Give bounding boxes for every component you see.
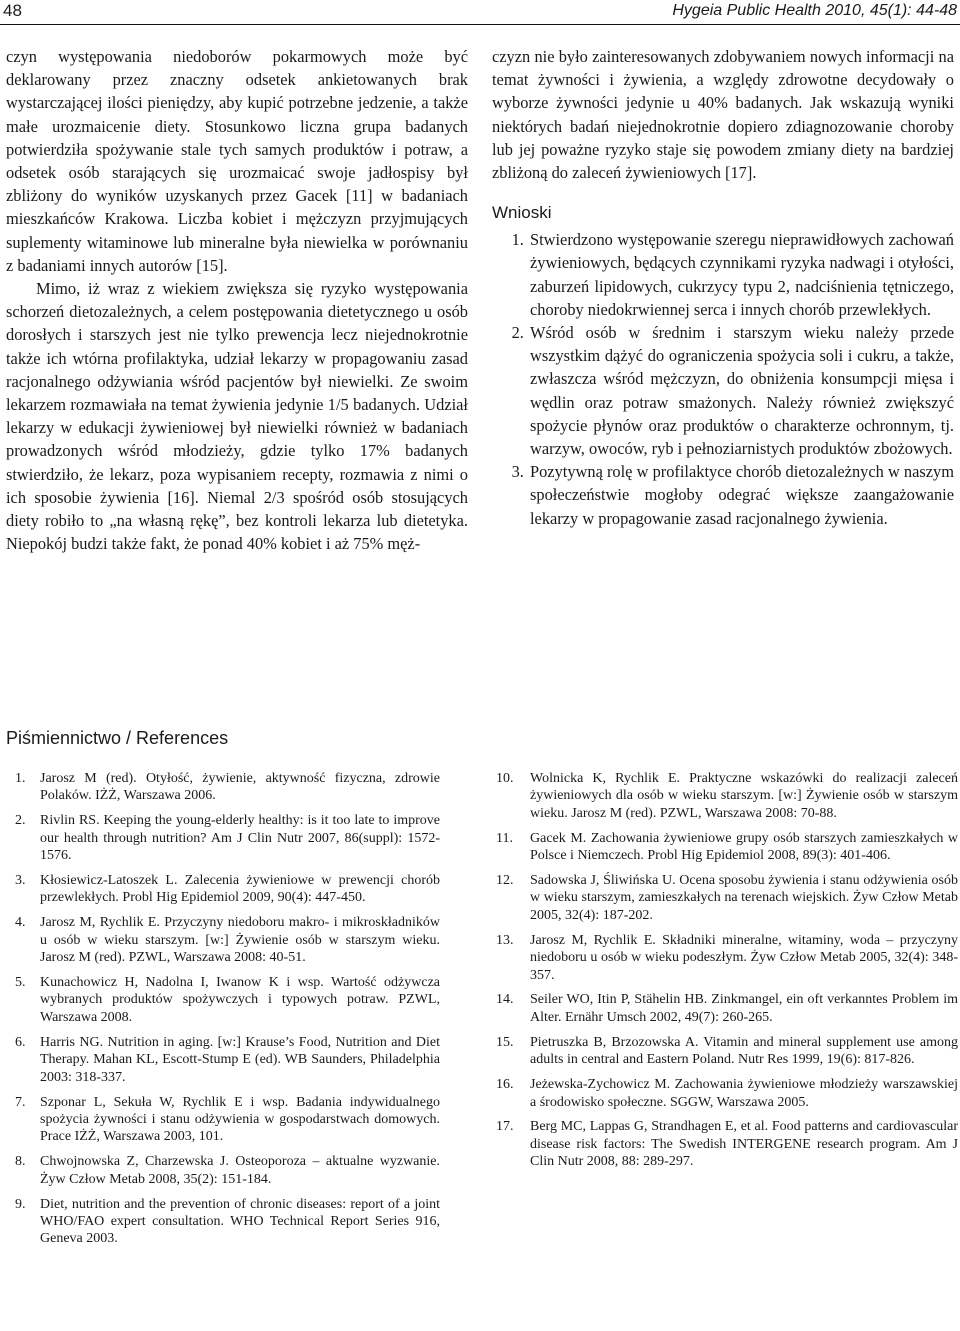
reference-item <box>496 1118 958 1170</box>
body-paragraph: Mimo, iż wraz z wiekiem zwiększa się ryzyko występowania schorzeń dietozależnych, a celem postępowania dietetycznego u osób dorosłych i starszych jest nie tylko prewencja lecz niejednokrotnie także ich wtórna profilaktyka, udział lekarzy w propagowaniu zasad racjonalnego odżywiania wśród pacjentów był niewielki. Ze swoim lekarzem rozmawiała na temat żywienia jedynie 1/5 badanych. Udział lekarzy w edukacji żywieniowej był niewielki również w badaniach prowadzonych wśród młodzieży, gdzie tylko 17% badanych stwierdziło, że lekarz, poza wypisaniem recepty, rozmawia z nimi o ich sposobie żywienia [16]. Niemal 2/3 spośród osób stosujących diety robiło to „na własną rękę”, bez kontroli lekarza lub dietetyka. Niepokój budzi także fakt, że ponad 40% kobiet i aż 75% męż- <box>6 279 468 554</box>
reference-item <box>10 1034 440 1086</box>
body-paragraph: czyn występowania niedoborów pokarmowych może być deklarowany przez znaczny odsetek ankietowanych brak wystarczającej ilości pieniędzy, aby kupić potrzebne jedzenie, a także małe urozmaicenie diety. Stosunkowo liczna grupa badanych potwierdziła spożywanie stale tych samych produktów i potraw, a odsetek osób starających się urozmaicać swoje jadłospisy był zbliżony do wyników uzyskanych przez Gacek [11] w badaniach mieszkańców Krakowa. Liczba kobiet i mężczyzn przyjmujących suplementy witaminowe lub mineralne była niewielka w porównaniu z badaniami innych autorów [15]. <box>6 47 468 275</box>
references-right-column <box>496 770 958 1178</box>
conclusion-item: 2. Wśród osób w średnim i starszym wieku należy przede wszystkim dążyć do ograniczenia spożycia soli i cukru, a także, zwłaszcza wśród mężczyzn, do obniżenia konsumpcji mięsa i wędlin oraz potraw smażonych. Należy również zwiększyć spożycie płynów oraz produktów o charakterze ochronnym, tj. warzyw, owoców, ryb i pełnoziarnistych produktów zbożowych. <box>528 321 954 460</box>
reference-number: 17. <box>496 1119 514 1135</box>
right-column <box>492 45 954 530</box>
reference-text: Rivlin RS. Keeping the young-elderly healthy: is it too late to improve our health through nutrition? Am J Clin Nutr 2007, 86(suppl): 1572-1576. <box>40 813 440 864</box>
reference-text: Wolnicka K, Rychlik E. Praktyczne wskazówki do realizacji zaleceń żywieniowych dla osób w wieku starszym. [w:] Żywienie osób w starszym wieku. Jarosz M (red). PZWL, Warszawa 2008: 70-88. <box>530 771 958 821</box>
reference-item <box>496 932 958 984</box>
reference-text: Jarosz M, Rychlik E. Składniki mineralne, witaminy, woda – przyczyny niedoboru u osób w wieku podeszłym. Żyw Człow Metab 2005, 32(4): 348-357. <box>530 932 958 983</box>
reference-item <box>10 1153 440 1188</box>
reference-item <box>10 872 440 907</box>
reference-text: Gacek M. Zachowania żywieniowe grupy osób starszych zamieszkałych w Polsce i Niemczech. Probl Hig Epidemiol 2008, 89(3): 401-406. <box>530 830 958 864</box>
conclusion-item: 1. Stwierdzono występowanie szeregu nieprawidłowych zachowań żywieniowych, będących czynnikami ryzyka nadwagi i otyłości, zaburzeń lipidowych, cukrzycy typu 2, nadciśnienia tętniczego, choroby niedokrwiennej serca i innych chorób przewlekłych. <box>528 228 954 321</box>
reference-number: 15. <box>496 1034 514 1050</box>
reference-number: 3. <box>15 873 26 889</box>
reference-text: Pietruszka B, Brzozowska A. Vitamin and mineral supplement use among adults in central and Eastern Poland. Nutr Res 1999, 19(6): 817-826. <box>530 1034 958 1068</box>
conclusions-heading: Wnioski <box>492 203 552 223</box>
reference-number: 11. <box>496 830 513 846</box>
reference-number: 6. <box>15 1034 26 1050</box>
reference-number: 16. <box>496 1077 514 1093</box>
references-left-column <box>10 770 440 1255</box>
reference-item <box>496 1034 958 1069</box>
reference-item <box>10 914 440 966</box>
reference-number: 7. <box>15 1094 26 1110</box>
reference-number: 2. <box>15 813 26 829</box>
reference-text: Kunachowicz H, Nadolna I, Iwanow K i wsp. Wartość odżywcza wybranych produktów spożywczych i typowych potraw. PZWL, Warszawa 2008. <box>40 975 440 1025</box>
reference-item <box>496 872 958 924</box>
journal-citation: Hygeia Public Health 2010, 45(1): 44-48 <box>672 2 957 19</box>
reference-item <box>496 770 958 822</box>
reference-item <box>10 770 440 805</box>
reference-text: Diet, nutrition and the prevention of chronic diseases: report of a joint WHO/FAO expert consultation. WHO Technical Report Series 916, Geneva 2003. <box>40 1196 440 1247</box>
reference-text: Jarosz M, Rychlik E. Przyczyny niedoboru makro- i mikroskładników u osób w wieku starszym. [w:] Żywienie osób w starszym wieku. Jarosz M (red). PZWL, Warszawa 2008: 40-51. <box>40 915 440 966</box>
reference-item <box>10 812 440 864</box>
reference-number: 1. <box>15 771 26 786</box>
conclusion-item: 3. Pozytywną rolę w profilaktyce chorób dietozależnych w naszym społeczeństwie mogłoby odegrać większe zaangażowanie lekarzy w propagowanie zasad racjonalnego żywienia. <box>528 460 954 530</box>
reference-text: Chwojnowska Z, Charzewska J. Osteoporoza – aktualne wyzwanie. Żyw Człow Metab 2008, 35(2): 151-184. <box>40 1154 440 1187</box>
reference-text: Jeżewska-Zychowicz M. Zachowania żywieniowe młodzieży warszawskiej a środowisko społeczne. SGGW, Warszawa 2005. <box>530 1077 958 1110</box>
left-column <box>6 45 468 555</box>
body-paragraph: czyzn nie było zainteresowanych zdobywaniem nowych informacji na temat żywności i żywienia, a względy zdrowotne decydowały o wyborze żywności jedynie u 40% badanych. Jak wskazują wyniki niektórych badań niejednokrotnie dopiero zdiagnozowanie choroby lub jej poważne ryzyko staje się powodem zmiany diety na bardziej zbliżoną do zaleceń żywieniowych [17]. <box>492 47 954 183</box>
reference-number: 12. <box>496 873 514 889</box>
reference-item <box>496 991 958 1026</box>
reference-text: Jarosz M (red). Otyłość, żywienie, aktywność fizyczna, zdrowie Polaków. IŻŻ, Warszawa 2006. <box>40 771 440 804</box>
reference-item <box>496 1076 958 1111</box>
reference-text: Szponar L, Sekuła W, Rychlik E i wsp. Badania indywidualnego spożycia żywności i stanu odżywienia w gospodarstwach domowych. Prace IŻŻ, Warszawa 2003, 101. <box>40 1094 440 1145</box>
reference-number: 5. <box>15 975 26 991</box>
conclusions-list <box>492 228 954 530</box>
reference-number: 14. <box>496 992 514 1008</box>
reference-number: 8. <box>15 1154 26 1170</box>
reference-item <box>10 1196 440 1248</box>
reference-text: Seiler WO, Itin P, Stähelin HB. Zinkmangel, ein oft verkanntes Problem im Alter. Ernähr Umsch 2002, 49(7): 260-265. <box>530 992 958 1025</box>
reference-item <box>10 1094 440 1146</box>
reference-number: 13. <box>496 932 514 948</box>
reference-text: Berg MC, Lappas G, Strandhagen E, et al. Food patterns and cardiovascular disease risk factors: The Swedish INTERGENE research program. Am J Clin Nutr 2008, 88: 289-297. <box>530 1119 958 1170</box>
references-heading: Piśmiennictwo / References <box>6 728 229 748</box>
reference-number: 4. <box>15 915 26 931</box>
reference-number: 9. <box>15 1196 26 1212</box>
page-header <box>0 0 960 25</box>
reference-number: 10. <box>496 771 514 786</box>
reference-text: Sadowska J, Śliwińska U. Ocena sposobu żywienia i stanu odżywienia osób w wieku starszym, zamieszkałych na terenach wiejskich. Żyw Człow Metab 2005, 32(4): 187-202. <box>530 873 958 923</box>
reference-item <box>496 830 958 865</box>
page-number: 48 <box>3 1 22 20</box>
reference-text: Harris NG. Nutrition in aging. [w:] Krause’s Food, Nutrition and Diet Therapy. Mahan KL, Escott-Stump E (ed). WB Saunders, Philadelphia 2003: 318-337. <box>40 1034 440 1085</box>
reference-item <box>10 974 440 1026</box>
reference-text: Kłosiewicz-Latoszek L. Zalecenia żywieniowe w prewencji chorób przewlekłych. Probl Hig Epidemiol 2009, 90(4): 447-450. <box>40 873 440 906</box>
